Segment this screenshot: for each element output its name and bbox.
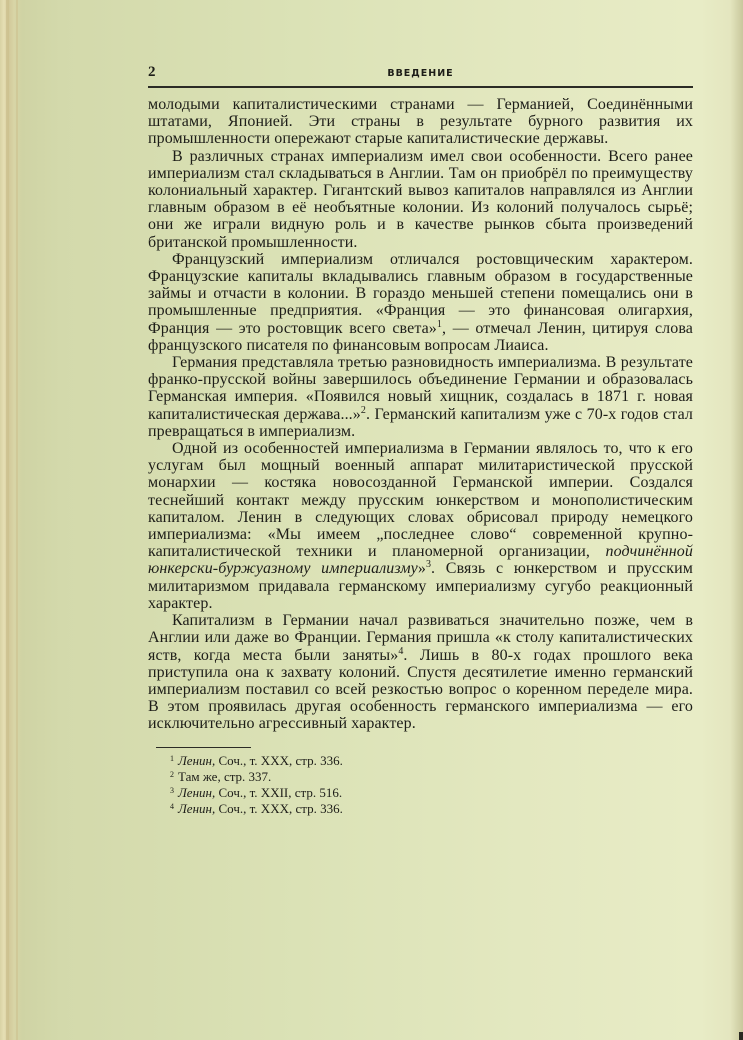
book-spine-shadow-inner (16, 0, 18, 1040)
footnote-mark: 4 (170, 802, 174, 812)
book-spine-shadow (6, 0, 9, 1040)
footnote-mark: 3 (170, 785, 174, 795)
header-rule (148, 86, 693, 88)
text-run: » (417, 560, 426, 578)
page-corner-mark (739, 1032, 743, 1040)
paragraph (148, 440, 693, 612)
footnotes (148, 752, 693, 817)
text-run: молодыми капиталистическими странами — Германией, Соединёнными штатами, Японией. Эти страны в результате бурного развития их промышленности опережают старые капиталистические державы. (148, 96, 693, 148)
footnote-citation: Соч., т. XXII, стр. 516. (215, 784, 343, 800)
paragraph (148, 251, 693, 354)
footnote-citation: Там же, стр. 337. (178, 768, 272, 784)
chapter-title: ВВЕДЕНИЕ (387, 68, 454, 79)
text-run: . Связь с юнкерством и прусским милитаризмом придавала германскому империализму сугубо реакционный характер. (148, 560, 693, 612)
footnote-reference[interactable]: 4 (398, 645, 404, 657)
footnote-reference[interactable]: 1 (436, 318, 443, 330)
text-run: Одной из особенностей империализма в Германии являлось то, что к его услугам был мощный военный аппарат милитаристической прусской монархии — костяка новосозданной Германской империи. Создался теснейший контакт между прусским юнкерством и монополистическим капиталом. Ленин в следующих словах обрисовал природу немецкого империализма: «Мы имеем „последнее слово“ современной крупно-капиталистической техники и планомерной организации, (148, 440, 693, 561)
paragraph (148, 96, 693, 148)
body-text (148, 96, 693, 733)
footnote-reference[interactable]: 3 (425, 559, 432, 571)
footnote-citation: Соч., т. XXX, стр. 336. (215, 801, 343, 817)
text-run: Капитализм в Германии начал развиваться значительно позже, чем в Англии или даже во Франции. Германия пришла «к столу капиталистических яств, когда места были заняты» (148, 612, 693, 664)
footnote-author: Ленин, (178, 784, 216, 800)
footnote-mark: 1 (170, 753, 174, 763)
text-run: В различных странах империализм имел свои особенности. Всего ранее империализм стал складываться в Англии. Там он приобрёл по преимуществу колониальный характер. Гигантский вывоз капиталов направлялся из Англии главным образом в её необъятные колонии. Из колоний получалось сырьё; они же играли видную роль и в качестве рынков сбыта произведений британской промышленности. (148, 147, 693, 251)
paragraph (148, 612, 693, 732)
footnote-author: Ленин, (178, 801, 216, 817)
footnote-author: Ленин, (178, 752, 216, 768)
footnote-mark: 2 (170, 769, 174, 779)
footnote (170, 784, 693, 800)
footnote-reference[interactable]: 2 (360, 404, 366, 416)
text-run: . Германский капитализм уже с 70-х годов стал превращаться в империализм. (148, 405, 693, 440)
text-run: Германия представляла третью разновидность империализма. В результате франко-прусской войны завершилось объединение Германии и образовалась Германская империя. «Появился новый хищник, создалась в 1871 г. новая капиталистическая держава...» (148, 354, 693, 423)
text-run: . Лишь в 80-х годах прошлого века приступила она к захвату колоний. Спустя десятилетие именно германский империализм поставил со всей резкостью вопрос о коренном переделе мира. В этом проявилась другая особенность германского империализма — его исключительно агрессивный характер. (148, 646, 693, 733)
footnote-rule (156, 747, 251, 748)
running-head (148, 62, 693, 84)
paragraph (148, 148, 693, 251)
text-run: Французский империализм отличался ростовщическим характером. Французские капиталы вкладывались главным образом в государственные займы и отчасти в колонии. В гораздо меньшей степени помещались они в промышленные предприятия. «Франция — это финансовая олигархия, Франция — это ростовщик всего света» (148, 250, 693, 337)
page-number: 2 (148, 64, 156, 80)
footnote (170, 752, 693, 768)
footnote-citation: Соч., т. XXX, стр. 336. (215, 752, 343, 768)
footnote (170, 800, 693, 816)
footnote (170, 768, 693, 784)
paragraph (148, 354, 693, 440)
italic-emphasis: подчинённой юнкерски-буржуазному империализму (148, 543, 693, 578)
book-page (148, 62, 693, 816)
text-run: , — отмечал Ленин, цитируя слова французского писателя по финансовым вопросам Лиаиса. (148, 319, 693, 354)
